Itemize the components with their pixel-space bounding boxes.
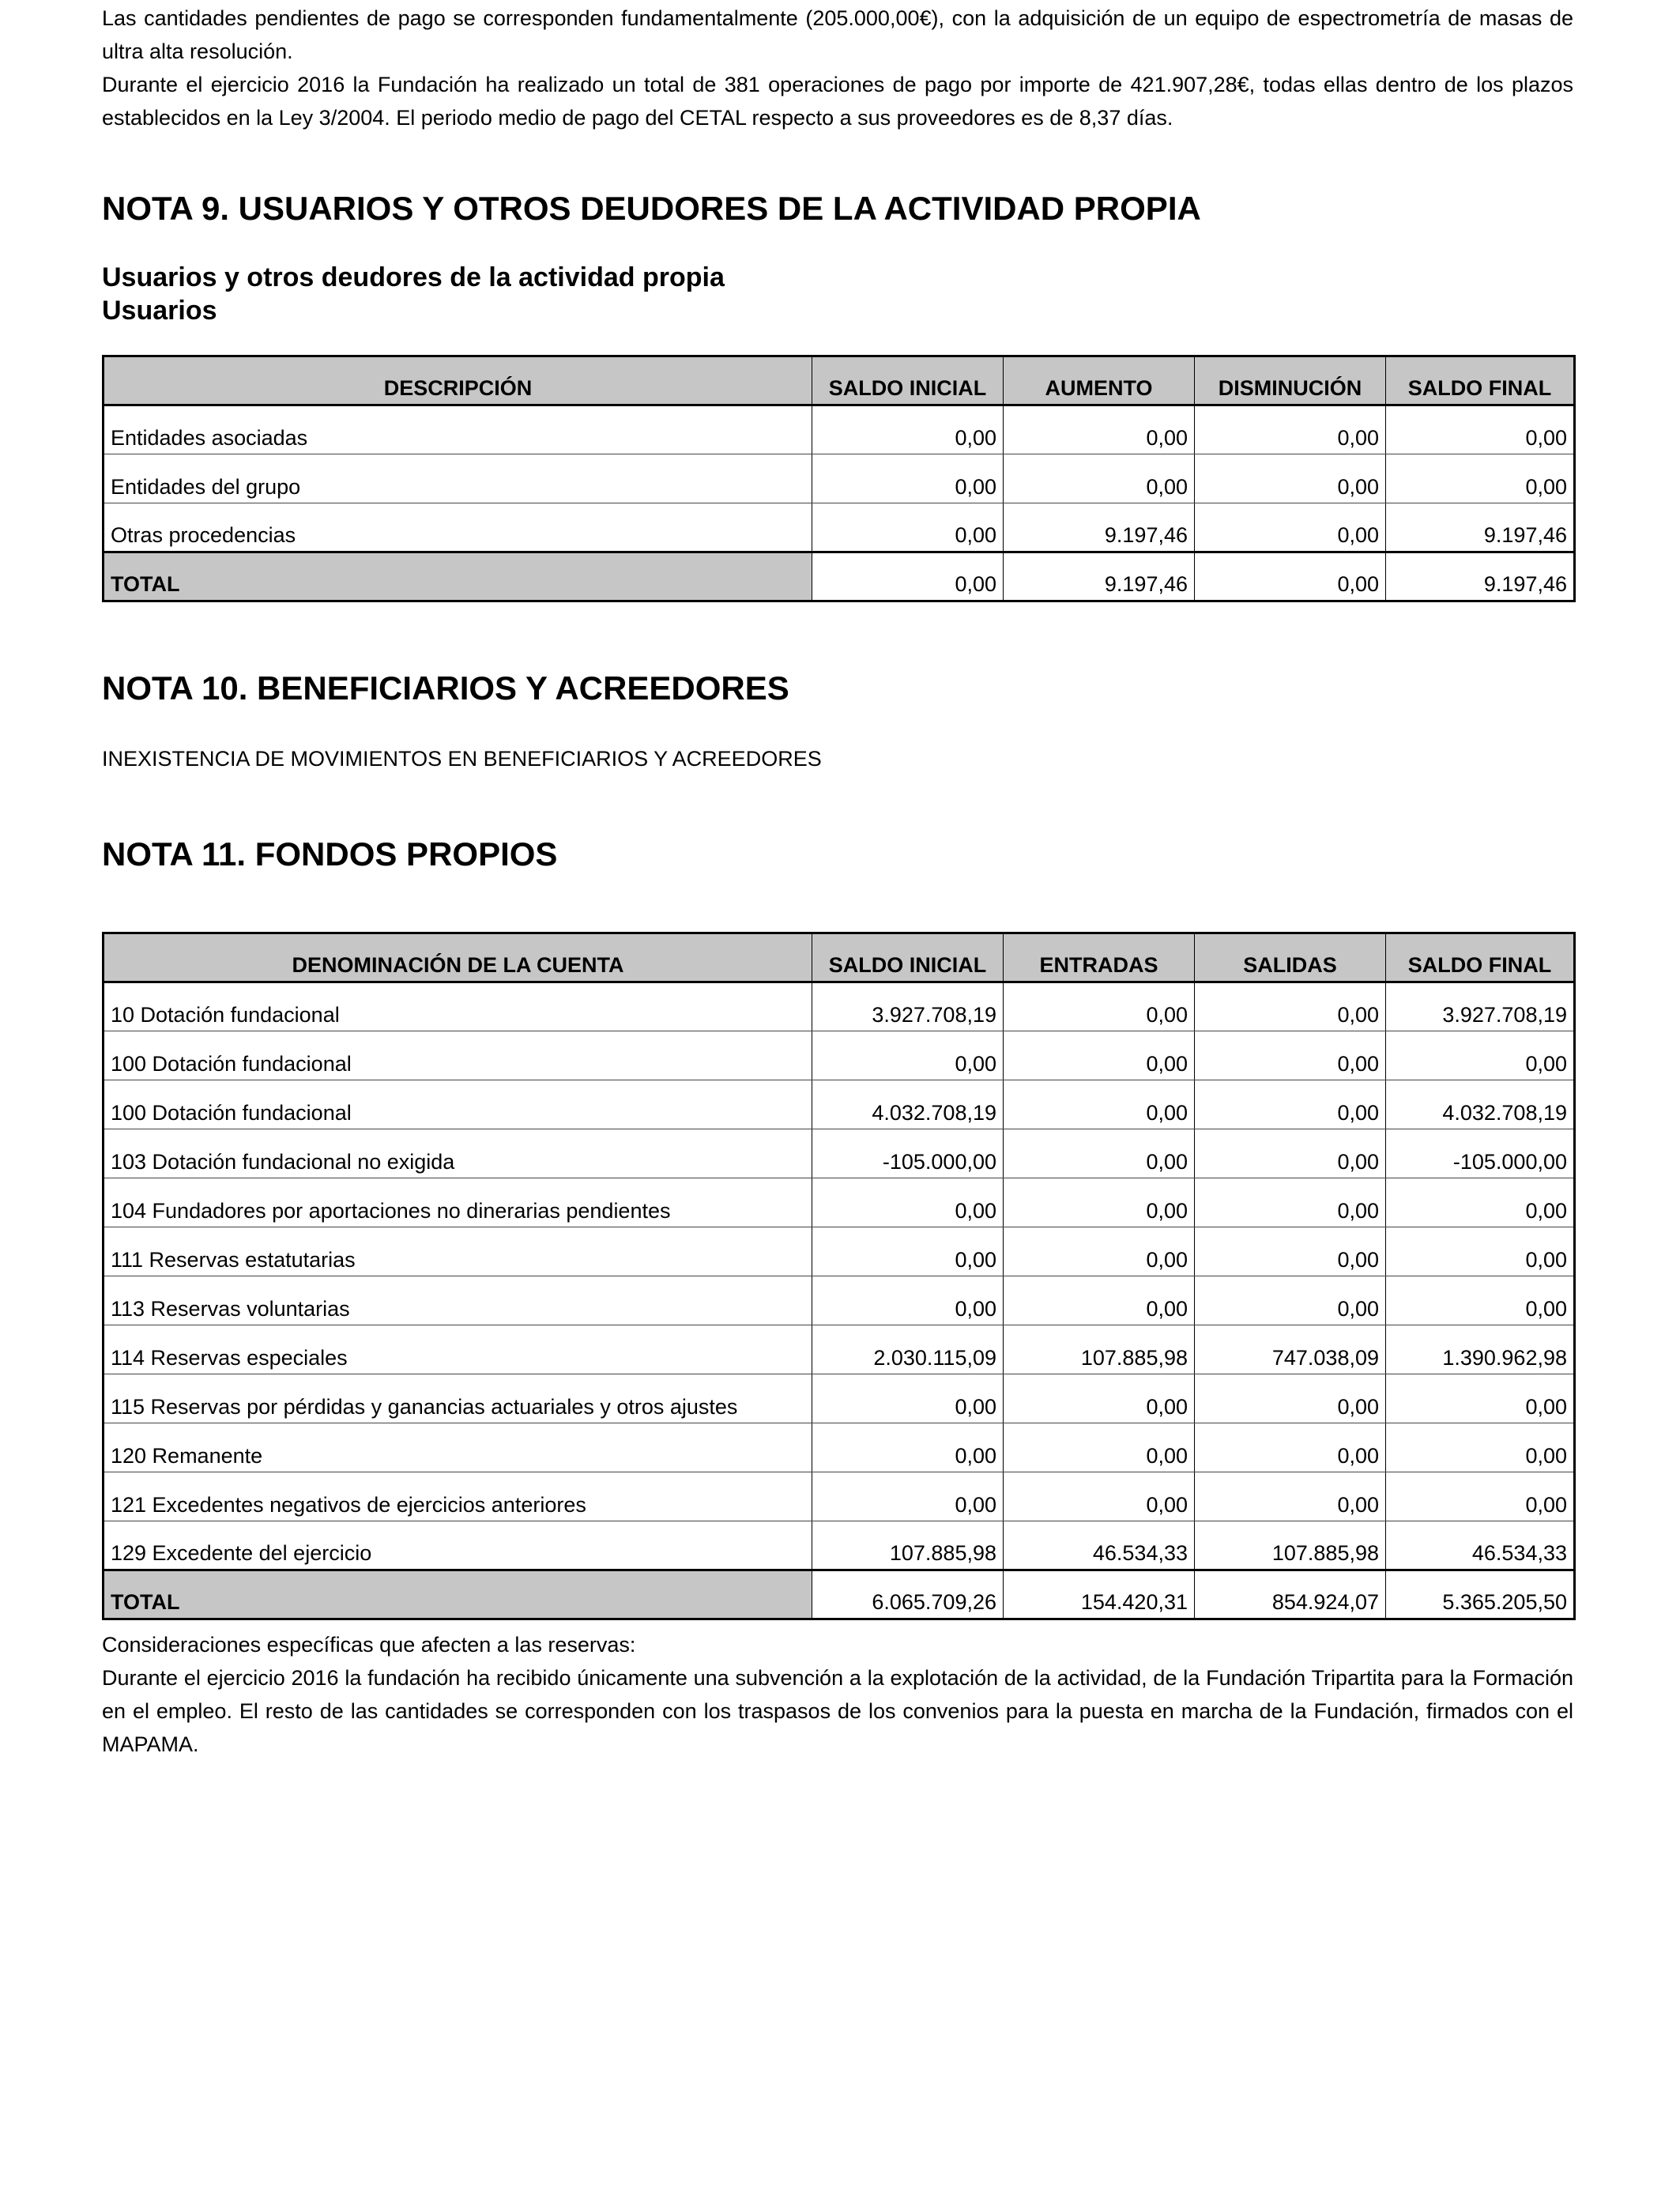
cell-value: 0,00 (1195, 1276, 1386, 1325)
cell-value: 0,00 (1386, 1374, 1575, 1423)
row-label: Entidades asociadas (104, 405, 812, 454)
cell-value: 0,00 (1004, 405, 1195, 454)
table-row (104, 1227, 1575, 1276)
row-label: 129 Excedente del ejercicio (104, 1521, 812, 1570)
cell-value: 0,00 (812, 1031, 1004, 1080)
cell-value: 4.032.708,19 (812, 1080, 1004, 1129)
cell-value: 0,00 (1004, 1227, 1195, 1276)
table-header-row (104, 356, 1575, 405)
cell-value: 0,00 (1004, 454, 1195, 503)
cell-value: 0,00 (1195, 1227, 1386, 1276)
column-header: DISMINUCIÓN (1195, 356, 1386, 405)
row-label: 114 Reservas especiales (104, 1325, 812, 1374)
considerations-title: Consideraciones específicas que afecten a las reservas: (102, 1633, 636, 1657)
table-row (104, 1472, 1575, 1521)
total-label: TOTAL (104, 552, 812, 601)
table-row (104, 1423, 1575, 1472)
cell-value: 0,00 (1386, 1227, 1575, 1276)
column-header: ENTRADAS (1004, 933, 1195, 982)
cell-value: 3.927.708,19 (812, 982, 1004, 1031)
cell-value: 0,00 (812, 1472, 1004, 1521)
total-value: 0,00 (1195, 552, 1386, 601)
table-row (104, 1129, 1575, 1178)
cell-value: 0,00 (812, 1178, 1004, 1227)
row-label: 104 Fundadores por aportaciones no dinerarias pendientes (104, 1178, 812, 1227)
cell-value: 9.197,46 (1004, 503, 1195, 552)
table-row (104, 1080, 1575, 1129)
row-label: 10 Dotación fundacional (104, 982, 812, 1031)
total-label: TOTAL (104, 1570, 812, 1619)
usuarios-table (102, 355, 1576, 602)
row-label: Entidades del grupo (104, 454, 812, 503)
cell-value: 0,00 (1386, 1276, 1575, 1325)
cell-value: 0,00 (1195, 454, 1386, 503)
intro-paragraph-1: Las cantidades pendientes de pago se corresponden fundamentalmente (205.000,00€), con la adquisición de un equipo de espectrometría de masas de ultra alta resolución. (102, 6, 1573, 63)
row-label: 121 Excedentes negativos de ejercicios anteriores (104, 1472, 812, 1521)
table-row (104, 1031, 1575, 1080)
considerations-text: Durante el ejercicio 2016 la fundación ha recibido únicamente una subvención a la explotación de la actividad, de la Fundación Tripartita para la Formación en el empleo. El resto de las cantidades se corresponden con los traspasos de los convenios para la puesta en marcha de la Fundación, firmados con el MAPAMA. (102, 1666, 1573, 1756)
cell-value: 0,00 (1195, 503, 1386, 552)
total-value: 154.420,31 (1004, 1570, 1195, 1619)
column-header: SALDO FINAL (1386, 356, 1575, 405)
row-label: 100 Dotación fundacional (104, 1080, 812, 1129)
cell-value: 0,00 (812, 1227, 1004, 1276)
cell-value: 0,00 (1004, 1080, 1195, 1129)
row-label: 120 Remanente (104, 1423, 812, 1472)
cell-value: 0,00 (812, 1423, 1004, 1472)
total-value: 9.197,46 (1004, 552, 1195, 601)
cell-value: 0,00 (1195, 405, 1386, 454)
cell-value: 0,00 (1004, 1423, 1195, 1472)
cell-value: 46.534,33 (1386, 1521, 1575, 1570)
cell-value: 0,00 (1004, 1276, 1195, 1325)
cell-value: -105.000,00 (812, 1129, 1004, 1178)
cell-value: 0,00 (1195, 1472, 1386, 1521)
row-label: 103 Dotación fundacional no exigida (104, 1129, 812, 1178)
cell-value: 3.927.708,19 (1386, 982, 1575, 1031)
total-value: 5.365.205,50 (1386, 1570, 1575, 1619)
column-header: AUMENTO (1004, 356, 1195, 405)
table-row (104, 1374, 1575, 1423)
row-label: 113 Reservas voluntarias (104, 1276, 812, 1325)
cell-value: 0,00 (812, 405, 1004, 454)
cell-value: 0,00 (1004, 982, 1195, 1031)
cell-value: 0,00 (1004, 1031, 1195, 1080)
cell-value: 0,00 (1004, 1374, 1195, 1423)
nota11-title: NOTA 11. FONDOS PROPIOS (102, 835, 558, 873)
table-row (104, 982, 1575, 1031)
cell-value: 0,00 (1195, 1423, 1386, 1472)
cell-value: -105.000,00 (1386, 1129, 1575, 1178)
table-row (104, 405, 1575, 454)
cell-value: 0,00 (812, 503, 1004, 552)
cell-value: 0,00 (1004, 1129, 1195, 1178)
column-header: SALDO INICIAL (812, 933, 1004, 982)
cell-value: 0,00 (1386, 1472, 1575, 1521)
column-header: DESCRIPCIÓN (104, 356, 812, 405)
cell-value: 0,00 (1195, 982, 1386, 1031)
table-row (104, 1521, 1575, 1570)
table-row (104, 503, 1575, 552)
cell-value: 0,00 (812, 454, 1004, 503)
nota10-title: NOTA 10. BENEFICIARIOS Y ACREEDORES (102, 669, 789, 707)
cell-value: 747.038,09 (1195, 1325, 1386, 1374)
table-header-row (104, 933, 1575, 982)
cell-value: 0,00 (1386, 1423, 1575, 1472)
cell-value: 0,00 (1386, 405, 1575, 454)
fondos-propios-table (102, 932, 1576, 1620)
cell-value: 0,00 (1386, 454, 1575, 503)
table-total-row (104, 552, 1575, 601)
cell-value: 46.534,33 (1004, 1521, 1195, 1570)
cell-value: 0,00 (1195, 1129, 1386, 1178)
cell-value: 0,00 (812, 1374, 1004, 1423)
cell-value: 2.030.115,09 (812, 1325, 1004, 1374)
row-label: 115 Reservas por pérdidas y ganancias actuariales y otros ajustes (104, 1374, 812, 1423)
intro-section (102, 2, 1573, 134)
cell-value: 0,00 (1195, 1178, 1386, 1227)
considerations-section (102, 1628, 1573, 1761)
table-total-row (104, 1570, 1575, 1619)
column-header: SALIDAS (1195, 933, 1386, 982)
cell-value: 1.390.962,98 (1386, 1325, 1575, 1374)
cell-value: 107.885,98 (1195, 1521, 1386, 1570)
cell-value: 0,00 (1195, 1080, 1386, 1129)
nota10-text: INEXISTENCIA DE MOVIMIENTOS EN BENEFICIARIOS Y ACREEDORES (102, 747, 822, 771)
cell-value: 0,00 (1386, 1031, 1575, 1080)
row-label: Otras procedencias (104, 503, 812, 552)
total-value: 6.065.709,26 (812, 1570, 1004, 1619)
column-header: DENOMINACIÓN DE LA CUENTA (104, 933, 812, 982)
table-row (104, 1178, 1575, 1227)
nota9-title: NOTA 9. USUARIOS Y OTROS DEUDORES DE LA ACTIVIDAD PROPIA (102, 190, 1201, 227)
nota9-subtitle-usuarios: Usuarios (102, 296, 217, 326)
total-value: 9.197,46 (1386, 552, 1575, 601)
column-header: SALDO FINAL (1386, 933, 1575, 982)
intro-paragraph-2: Durante el ejercicio 2016 la Fundación ha realizado un total de 381 operaciones de pago por importe de 421.907,28€, todas ellas dentro de los plazos establecidos en la Ley 3/2004. El periodo medio de pago del CETAL respecto a sus proveedores es de 8,37 días. (102, 73, 1573, 130)
row-label: 111 Reservas estatutarias (104, 1227, 812, 1276)
cell-value: 0,00 (1004, 1178, 1195, 1227)
cell-value: 4.032.708,19 (1386, 1080, 1575, 1129)
cell-value: 0,00 (1195, 1374, 1386, 1423)
cell-value: 9.197,46 (1386, 503, 1575, 552)
table-row (104, 454, 1575, 503)
table-row (104, 1276, 1575, 1325)
nota9-subtitle: Usuarios y otros deudores de la actividad propia (102, 262, 725, 292)
cell-value: 107.885,98 (1004, 1325, 1195, 1374)
cell-value: 0,00 (1386, 1178, 1575, 1227)
total-value: 0,00 (812, 552, 1004, 601)
total-value: 854.924,07 (1195, 1570, 1386, 1619)
cell-value: 0,00 (812, 1276, 1004, 1325)
table-row (104, 1325, 1575, 1374)
column-header: SALDO INICIAL (812, 356, 1004, 405)
cell-value: 0,00 (1004, 1472, 1195, 1521)
row-label: 100 Dotación fundacional (104, 1031, 812, 1080)
cell-value: 107.885,98 (812, 1521, 1004, 1570)
cell-value: 0,00 (1195, 1031, 1386, 1080)
